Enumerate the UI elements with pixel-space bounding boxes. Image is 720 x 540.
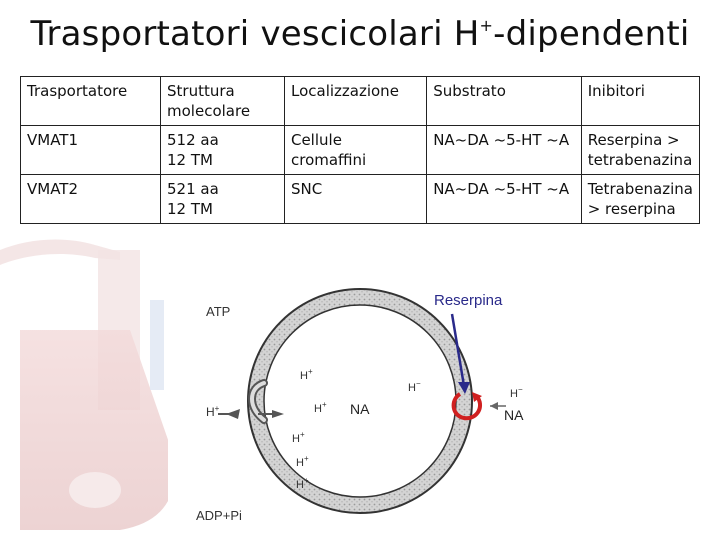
cell-structure	[161, 175, 285, 224]
cell-inhibitors: Tetrabenazina > reserpina	[581, 175, 699, 224]
cell-structure	[161, 126, 285, 175]
reserpina-label: Reserpina	[434, 292, 503, 309]
header-structure: Struttura molecolare	[161, 77, 285, 126]
h-inside-label: H+	[300, 367, 313, 382]
adp-label: ADP+Pi	[196, 508, 242, 523]
header-inhibitors: Inibitori	[581, 77, 699, 126]
cell-structure-tm: 12 TM	[167, 151, 213, 169]
page-title: Trasportatori vescicolari H+-dipendenti	[30, 14, 690, 54]
cell-structure-aa: 521 aa	[167, 180, 219, 198]
cell-substrate: NA~DA ~5-HT ~A	[427, 126, 582, 175]
table-row	[21, 126, 700, 175]
na-outside-label: NA	[504, 407, 524, 423]
cell-name: VMAT2	[21, 175, 161, 224]
cell-location: Cellule cromaffini	[284, 126, 426, 175]
vesicle-diagram	[168, 258, 553, 530]
h-inside-label: H+	[292, 430, 305, 445]
table-header-row	[21, 77, 700, 126]
h-inside-label: H−	[408, 379, 421, 394]
h-outside-label: H−	[510, 385, 523, 400]
h-inside-label: H+	[296, 476, 309, 491]
atp-label: ATP	[206, 304, 231, 319]
na-inside-label: NA	[350, 401, 370, 417]
header-transporter: Trasportatore	[21, 77, 161, 126]
h-outside-label: H+	[206, 404, 220, 419]
cell-substrate: NA~DA ~5-HT ~A	[427, 175, 582, 224]
vesicle-svg	[168, 258, 553, 530]
header-location: Localizzazione	[284, 77, 426, 126]
table-row	[21, 175, 700, 224]
h-inside-label: H+	[314, 400, 327, 415]
h-inside-label: H+	[296, 454, 309, 469]
cell-structure-tm: 12 TM	[167, 200, 213, 218]
header-substrate: Substrato	[427, 77, 582, 126]
transporter-table	[20, 76, 700, 224]
cell-inhibitors: Reserpina > tetrabenazina	[581, 126, 699, 175]
cell-name: VMAT1	[21, 126, 161, 175]
cell-location: SNC	[284, 175, 426, 224]
cell-structure-aa: 512 aa	[167, 131, 219, 149]
